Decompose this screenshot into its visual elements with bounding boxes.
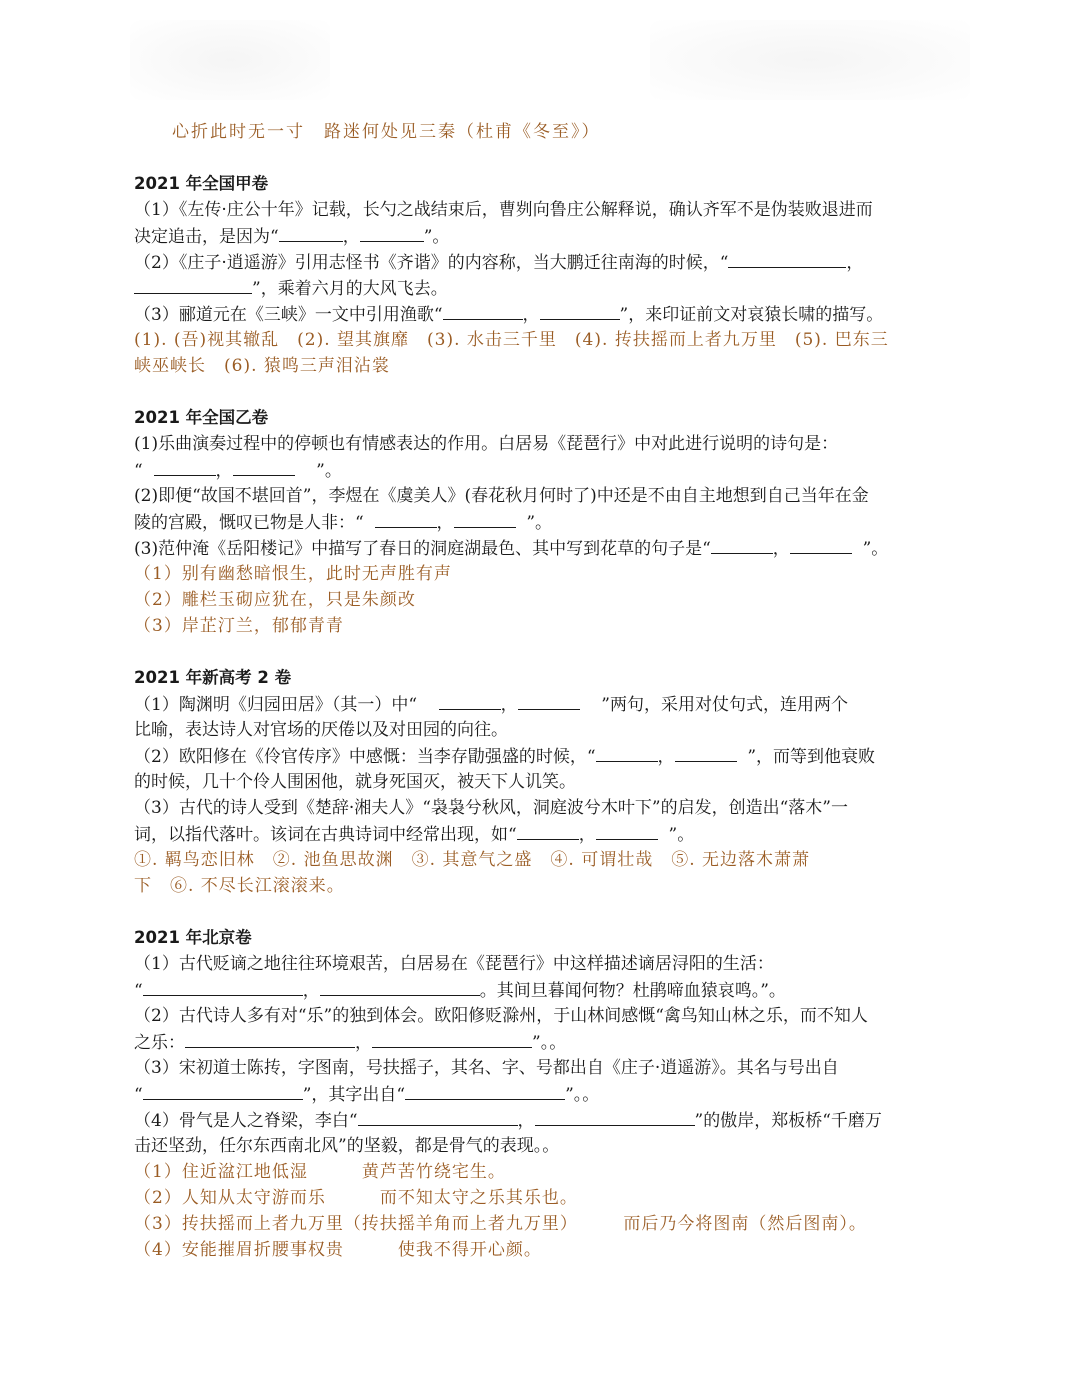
answer-line: (1). (吾)视其辙乱 (2). 望其旗靡 (3). 水击三千里 (4). 抟扶摇而上者九万里 (5). 巴东三 (134, 330, 889, 350)
section-heading: 2021 年新高考 2 卷 (134, 668, 292, 687)
answer-blank[interactable] (360, 224, 424, 242)
question-line: “ ”，其字出自“ ”。。 (134, 1082, 946, 1107)
answer-blank[interactable] (143, 1082, 303, 1100)
question-line: （2）《庄子·逍遥游》引用志怪书《齐谐》的内容称，当大鹏迁往南海的时候，“ ， (134, 250, 946, 275)
answer-blank[interactable] (185, 1030, 355, 1048)
answer-line: ①. 羁鸟恋旧林 ②. 池鱼思故渊 ③. 其意气之盛 ④. 可谓壮哉 ⑤. 无边落木萧萧 (134, 850, 811, 870)
question-line: (1)乐曲演奏过程中的停顿也有情感表达的作用。白居易《琵琶行》中对此进行说明的诗句是： (134, 434, 839, 454)
answer-line: （1）别有幽愁暗恨生，此时无声胜有声 (134, 564, 452, 584)
question-line: “ ， ”。 (134, 458, 946, 483)
answer-blank[interactable] (154, 458, 216, 476)
answer-blank[interactable] (375, 510, 437, 528)
answer-line: 峡巫峡长 (6). 猿鸣三声泪沾裳 (134, 356, 390, 376)
intro-answer-line: 心折此时无一寸 路迷何处见三秦（杜甫《冬至》） (172, 122, 601, 142)
answer-blank[interactable] (454, 510, 516, 528)
faded-header-right (650, 20, 970, 100)
question-line: （4）骨气是人之脊梁，李白“ ， ”的傲岸，郑板桥“千磨万 (134, 1108, 946, 1133)
section-heading: 2021 年北京卷 (134, 928, 252, 947)
question-line: 之乐： ， ”。。 (134, 1030, 946, 1055)
answer-line: （2）人知从太守游而乐 而不知太守之乐其乐也。 (134, 1188, 578, 1208)
answer-blank[interactable] (790, 536, 852, 554)
answer-blank[interactable] (711, 536, 773, 554)
answer-blank[interactable] (320, 978, 480, 996)
question-line: 陵的宫殿，慨叹已物是人非：“ ， ”。 (134, 510, 946, 535)
question-line: （2）欧阳修在《伶官传序》中感慨：当李存勖强盛的时候，“ ， ”，而等到他衰败 (134, 744, 946, 769)
answer-blank[interactable] (405, 1082, 565, 1100)
answer-line: （2）雕栏玉砌应犹在，只是朱颜改 (134, 590, 416, 610)
answer-blank[interactable] (439, 692, 501, 710)
answer-line: （1）住近湓江地低湿 黄芦苦竹绕宅生。 (134, 1162, 506, 1182)
question-line: “ ， 。其间旦暮闻何物？杜鹃啼血猿哀鸣。”。 (134, 978, 946, 1003)
question-line: （3）郦道元在《三峡》一文中引用渔歌“ ， ”，来印证前文对哀猿长啸的描写。 (134, 302, 946, 327)
question-line: （1）陶渊明《归园田居》（其一）中“ ， ”两句，采用对仗句式，连用两个 (134, 692, 946, 717)
answer-blank[interactable] (443, 302, 523, 320)
question-line: 决定追击，是因为“ ， ”。 (134, 224, 946, 249)
answer-blank[interactable] (596, 822, 658, 840)
section-heading: 2021 年全国甲卷 (134, 174, 269, 193)
question-line: （3）古代的诗人受到《楚辞·湘夫人》“袅袅兮秋风，洞庭波兮木叶下”的启发，创造出“落木”一 (134, 798, 848, 818)
answer-blank[interactable] (728, 250, 846, 268)
answer-blank[interactable] (540, 302, 620, 320)
question-line: 的时候，几十个伶人围困他，就身死国灭，被天下人讥笑。 (134, 772, 576, 792)
answer-blank[interactable] (233, 458, 295, 476)
question-line: （1）《左传·庄公十年》记载，长勺之战结束后，曹刿向鲁庄公解释说，确认齐军不是伪装败退进而 (134, 200, 873, 220)
answer-blank[interactable] (675, 744, 737, 762)
answer-line: （4）安能摧眉折腰事权贵 使我不得开心颜。 (134, 1240, 542, 1260)
question-line: 词，以指代落叶。该词在古典诗词中经常出现，如“ ， ”。 (134, 822, 946, 847)
question-line: 击还坚劲，任尔东西南北风”的坚毅，都是骨气的表现。。 (134, 1136, 560, 1156)
section-heading: 2021 年全国乙卷 (134, 408, 269, 427)
question-line: 比喻，表达诗人对官场的厌倦以及对田园的向往。 (134, 720, 508, 740)
question-line: (3)范仲淹《岳阳楼记》中描写了春日的洞庭湖最色、其中写到花草的句子是“ ， ”。 (134, 536, 946, 561)
answer-line: （3）岸芷汀兰，郁郁青青 (134, 616, 344, 636)
question-line: (2)即便“故国不堪回首”，李煜在《虞美人》(春花秋月何时了)中还是不由自主地想到自己当年在金 (134, 486, 869, 506)
answer-blank[interactable] (279, 224, 343, 242)
question-line: （2）古代诗人多有对“乐”的独到体会。欧阳修贬滁州，于山林间感慨“禽鸟知山林之乐，而不知人 (134, 1006, 868, 1026)
answer-line: （3）抟扶摇而上者九万里（抟扶摇羊角而上者九万里） 而后乃今将图南（然后图南）。 (134, 1214, 867, 1234)
answer-blank[interactable] (372, 1030, 532, 1048)
question-line: ”，乘着六月的大风飞去。 (134, 276, 946, 301)
answer-blank[interactable] (134, 276, 252, 294)
answer-blank[interactable] (535, 1108, 695, 1126)
answer-blank[interactable] (358, 1108, 518, 1126)
answer-blank[interactable] (517, 822, 579, 840)
answer-blank[interactable] (596, 744, 658, 762)
answer-blank[interactable] (143, 978, 303, 996)
answer-line: 下 ⑥. 不尽长江滚滚来。 (134, 876, 345, 896)
question-line: （3）宋初道士陈抟，字图南，号扶摇子，其名、字、号都出自《庄子·逍遥游》。其名与号出自 (134, 1058, 839, 1078)
question-line: （1）古代贬谪之地往往环境艰苦，白居易在《琵琶行》中这样描述谪居浔阳的生活： (134, 954, 774, 974)
faded-header-left (130, 20, 330, 100)
answer-blank[interactable] (518, 692, 580, 710)
